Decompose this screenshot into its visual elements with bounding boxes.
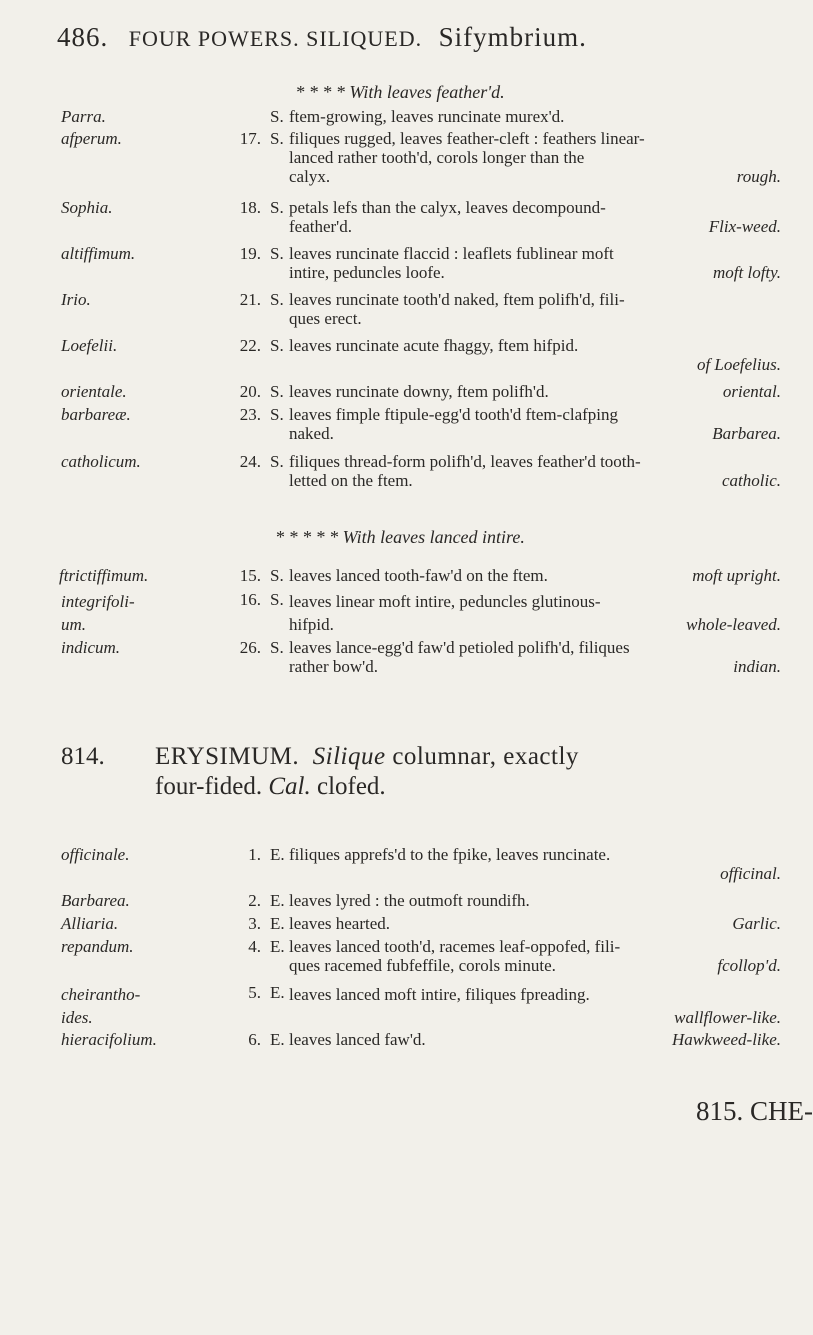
english-name: oriental.	[722, 382, 781, 401]
desc-line: feather'd.	[289, 217, 352, 236]
desc-line: leaves runcinate tooth'd naked, ftem polifh'd, fili-	[289, 290, 625, 309]
genus-letter: E.	[270, 937, 285, 956]
english-name: indian.	[733, 657, 781, 676]
species-number: 15.	[239, 566, 261, 585]
section-heading-feathered: * * * * With leaves feather'd.	[295, 82, 505, 102]
running-head	[57, 22, 777, 62]
desc-line: filiques thread-form polifh'd, leaves feather'd tooth-	[289, 452, 641, 471]
genus-letter: E.	[270, 845, 285, 864]
desc-line: letted on the ftem.	[289, 471, 413, 490]
species-number: 17.	[239, 129, 261, 148]
genus-name: ERYSIMUM.	[155, 743, 300, 770]
english-name: moft lofty.	[713, 263, 781, 282]
species-number: 26.	[239, 638, 261, 657]
species-number: 20.	[239, 382, 261, 401]
desc-line: leaves lanced moft intire, filiques fpreading.	[289, 985, 590, 1004]
catchword: 815. CHE-	[696, 1096, 813, 1126]
page-number: 486.	[57, 22, 109, 52]
genus-letter: S.	[270, 590, 284, 609]
genus-char-text: columnar, exactly	[392, 743, 579, 770]
genus-letter: S.	[270, 566, 284, 585]
genus-char-text: clofed.	[316, 773, 386, 800]
genus-letter: S.	[270, 405, 284, 424]
species-number: 6.	[248, 1030, 261, 1049]
species-name: Parra.	[61, 107, 106, 126]
desc-line: leaves lanced tooth'd, racemes leaf-oppofed, fili-	[289, 937, 621, 956]
genus-letter: S.	[270, 107, 284, 126]
genus-letter: S.	[270, 452, 284, 471]
english-name: wallflower-like.	[674, 1008, 781, 1027]
genus-letter: S.	[270, 382, 284, 401]
species-number: 19.	[239, 244, 261, 263]
desc-line: ques erect.	[289, 309, 362, 328]
section-heading-lanced: * * * * * With leaves lanced intire.	[275, 527, 525, 547]
english-name: Hawkweed-like.	[671, 1030, 781, 1049]
species-name: cheirantho-ides.	[61, 985, 141, 1027]
species-name: Loefelii.	[61, 336, 118, 355]
desc-line: filiques rugged, leaves feather-cleft : feathers linear-	[289, 129, 645, 148]
genus-letter: S.	[270, 638, 284, 657]
species-name: integrifoli-um.	[61, 592, 135, 634]
species-number: 2.	[248, 891, 261, 910]
desc-line: leaves lyred : the outmoft roundifh.	[289, 891, 530, 910]
species-number: 4.	[248, 937, 261, 956]
english-name: of Loefelius.	[696, 355, 781, 374]
desc-line: leaves linear moft intire, peduncles glutinous-	[289, 592, 601, 611]
species-name: repandum.	[61, 937, 134, 956]
species-name: barbareæ.	[61, 405, 131, 424]
genus-char-italic: Silique	[312, 743, 386, 770]
desc-line: petals lefs than the calyx, leaves decompound-	[289, 198, 606, 217]
english-name: moft upright.	[692, 566, 781, 585]
genus-number: 814.	[61, 743, 105, 770]
species-number: 1.	[248, 845, 261, 864]
genus-char-text: four-fided.	[155, 773, 263, 800]
species-name: hieracifolium.	[61, 1030, 157, 1049]
english-name: Garlic.	[732, 914, 781, 933]
genus-letter: S.	[270, 129, 284, 148]
species-number: 23.	[239, 405, 261, 424]
desc-line: hifpid.	[289, 615, 334, 634]
species-number: 5.	[248, 983, 261, 1002]
english-name: fcollop'd.	[717, 956, 781, 975]
english-name: rough.	[736, 167, 781, 186]
species-number: 24.	[239, 452, 261, 471]
english-name: whole-leaved.	[686, 615, 781, 634]
desc-line: rather bow'd.	[289, 657, 378, 676]
species-number: 18.	[239, 198, 261, 217]
species-name: altiffimum.	[61, 244, 136, 263]
genus-letter: S.	[270, 290, 284, 309]
running-title: FOUR POWERS. SILIQUED.	[128, 26, 423, 51]
species-name: afperum.	[61, 129, 122, 148]
desc-line: naked.	[289, 424, 334, 443]
desc-line: leaves runcinate acute fhaggy, ftem hifpid.	[289, 336, 579, 355]
running-genus: Sifymbrium.	[438, 22, 587, 52]
genus-letter: E.	[270, 1030, 285, 1049]
desc-line: filiques apprefs'd to the fpike, leaves runcinate.	[289, 845, 611, 864]
desc-line: leaves runcinate downy, ftem polifh'd.	[289, 382, 549, 401]
desc-line: ftem-growing, leaves runcinate murex'd.	[289, 107, 565, 126]
species-name: Irio.	[61, 290, 91, 309]
genus-letter: E.	[270, 983, 285, 1002]
desc-line: lanced rather tooth'd, corols longer than the	[289, 148, 585, 167]
desc-line: calyx.	[289, 167, 331, 186]
species-name: orientale.	[61, 382, 127, 401]
species-name: officinale.	[61, 845, 130, 864]
species-name: ftrictiffimum.	[59, 566, 149, 585]
genus-letter: S.	[270, 244, 284, 263]
species-name: catholicum.	[61, 452, 141, 471]
species-name: indicum.	[61, 638, 121, 657]
species-name: Barbarea.	[61, 891, 130, 910]
desc-line: leaves runcinate flaccid : leaflets fublinear moft	[289, 244, 614, 263]
english-name: Flix-weed.	[708, 217, 781, 236]
desc-line: leaves lanced tooth-faw'd on the ftem.	[289, 566, 548, 585]
english-name: Barbarea.	[712, 424, 781, 443]
species-number: 3.	[248, 914, 261, 933]
english-name: officinal.	[720, 864, 781, 883]
desc-line: leaves hearted.	[289, 914, 390, 933]
desc-line: ques racemed fubfeffile, corols minute.	[289, 956, 556, 975]
desc-line: leaves lanced faw'd.	[289, 1030, 426, 1049]
species-number: 21.	[239, 290, 261, 309]
species-name: Sophia.	[61, 198, 113, 217]
genus-letter: S.	[270, 198, 284, 217]
genus-letter: E.	[270, 914, 285, 933]
genus-letter: S.	[270, 336, 284, 355]
species-number: 22.	[239, 336, 261, 355]
genus-letter: E.	[270, 891, 285, 910]
species-name: Alliaria.	[61, 914, 119, 933]
english-name: catholic.	[721, 471, 781, 490]
desc-line: intire, peduncles loofe.	[289, 263, 445, 282]
genus-char-italic: Cal.	[268, 773, 311, 800]
desc-line: leaves fimple ftipule-egg'd tooth'd ftem-clafping	[289, 405, 619, 424]
desc-line: leaves lance-egg'd faw'd petioled polifh'd, filiques	[289, 638, 630, 657]
species-number: 16.	[239, 590, 261, 609]
